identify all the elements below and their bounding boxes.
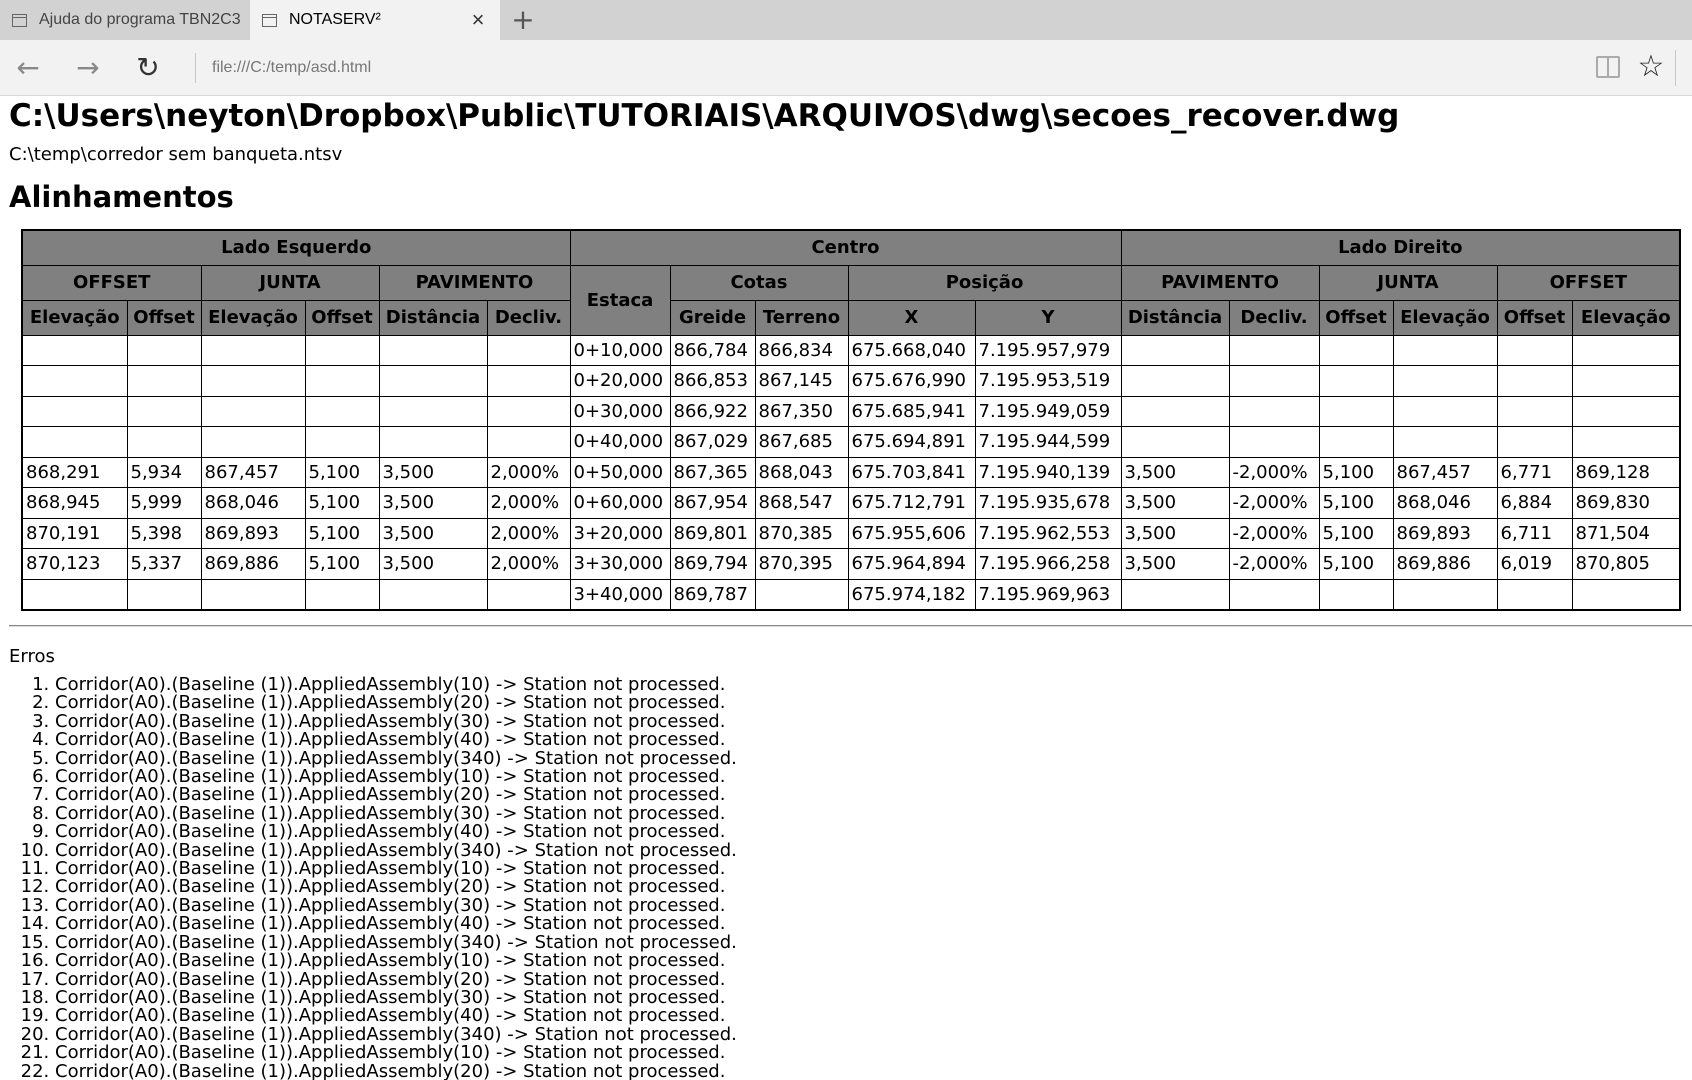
table-cell: 868,291 bbox=[22, 457, 127, 488]
table-cell bbox=[201, 579, 305, 610]
table-cell bbox=[305, 579, 379, 610]
table-cell bbox=[379, 366, 487, 397]
table-cell bbox=[305, 396, 379, 427]
table-cell bbox=[127, 396, 201, 427]
table-cell: 6,771 bbox=[1497, 457, 1572, 488]
table-cell: 867,365 bbox=[670, 457, 755, 488]
table-cell: -2,000% bbox=[1229, 549, 1319, 580]
tab-help[interactable] bbox=[0, 0, 250, 40]
table-cell: 869,787 bbox=[670, 579, 755, 610]
table-cell bbox=[1497, 396, 1572, 427]
table-cell: 675.694,891 bbox=[848, 427, 975, 458]
arrow-right-icon[interactable]: → bbox=[76, 51, 100, 84]
table-cell: 867,350 bbox=[755, 396, 848, 427]
table-cell: 6,884 bbox=[1497, 488, 1572, 519]
table-cell bbox=[379, 396, 487, 427]
table-cell: 675.974,182 bbox=[848, 579, 975, 610]
table-cell bbox=[1572, 396, 1680, 427]
reading-view-icon[interactable] bbox=[1596, 56, 1620, 78]
header-estaca: Estaca bbox=[570, 265, 670, 335]
table-cell: 2,000% bbox=[487, 488, 570, 519]
table-cell: 5,337 bbox=[127, 549, 201, 580]
header-left-offset: OFFSET bbox=[22, 265, 201, 300]
table-cell bbox=[1121, 396, 1229, 427]
table-cell bbox=[755, 579, 848, 610]
table-cell bbox=[1497, 427, 1572, 458]
table-cell: 867,685 bbox=[755, 427, 848, 458]
tab-label: NOTASERV² bbox=[289, 11, 381, 28]
table-cell: 3,500 bbox=[379, 457, 487, 488]
table-cell: 0+60,000 bbox=[570, 488, 670, 519]
table-cell: 5,100 bbox=[1319, 518, 1393, 549]
list-item: 14. Corridor(A0).(Baseline (1)).AppliedAssembly(40) -> Station not processed. bbox=[55, 915, 737, 933]
column-header: Terreno bbox=[755, 300, 848, 335]
table-cell: 0+30,000 bbox=[570, 396, 670, 427]
table-cell bbox=[1497, 579, 1572, 610]
table-cell: 868,945 bbox=[22, 488, 127, 519]
table-cell: 0+20,000 bbox=[570, 366, 670, 397]
table-cell bbox=[1393, 335, 1497, 366]
table-cell: 3+30,000 bbox=[570, 549, 670, 580]
column-header: Distância bbox=[1121, 300, 1229, 335]
table-row bbox=[22, 427, 1680, 458]
table-cell: 3,500 bbox=[1121, 488, 1229, 519]
table-cell: -2,000% bbox=[1229, 488, 1319, 519]
column-header: Greide bbox=[670, 300, 755, 335]
list-item: 16. Corridor(A0).(Baseline (1)).AppliedAssembly(10) -> Station not processed. bbox=[55, 952, 737, 970]
table-row bbox=[22, 366, 1680, 397]
table-cell bbox=[1572, 335, 1680, 366]
table-cell: 3,500 bbox=[379, 488, 487, 519]
column-header: Offset bbox=[1497, 300, 1572, 335]
table-cell bbox=[487, 366, 570, 397]
table-cell bbox=[127, 366, 201, 397]
table-cell: 3+40,000 bbox=[570, 579, 670, 610]
table-cell: 5,100 bbox=[1319, 457, 1393, 488]
header-right-pavimento: PAVIMENTO bbox=[1121, 265, 1319, 300]
table-cell: 7.195.962,553 bbox=[975, 518, 1121, 549]
column-header: Elevação bbox=[1393, 300, 1497, 335]
plus-icon[interactable]: + bbox=[511, 3, 535, 36]
table-cell: 868,046 bbox=[201, 488, 305, 519]
table-cell: 870,805 bbox=[1572, 549, 1680, 580]
header-right-offset: OFFSET bbox=[1497, 265, 1680, 300]
divider bbox=[9, 625, 1692, 627]
table-cell bbox=[22, 366, 127, 397]
table-cell bbox=[1572, 366, 1680, 397]
table-cell: 675.712,791 bbox=[848, 488, 975, 519]
header-cotas: Cotas bbox=[670, 265, 848, 300]
address-divider bbox=[195, 53, 196, 83]
table-cell: 5,100 bbox=[305, 549, 379, 580]
table-cell bbox=[1393, 366, 1497, 397]
table-cell bbox=[127, 335, 201, 366]
header-lado-esquerdo: Lado Esquerdo bbox=[22, 230, 570, 265]
table-row bbox=[22, 457, 1680, 488]
table-cell: 0+10,000 bbox=[570, 335, 670, 366]
table-cell bbox=[1121, 335, 1229, 366]
table-cell: 7.195.957,979 bbox=[975, 335, 1121, 366]
page-title: C:\Users\neyton\Dropbox\Public\TUTORIAIS\ARQUIVOS\dwg\secoes_recover.dwg bbox=[9, 98, 1400, 134]
table-cell: 0+50,000 bbox=[570, 457, 670, 488]
list-item: 12. Corridor(A0).(Baseline (1)).AppliedAssembly(20) -> Station not processed. bbox=[55, 878, 737, 896]
table-cell bbox=[1393, 579, 1497, 610]
table-cell: 675.703,841 bbox=[848, 457, 975, 488]
list-item: 4. Corridor(A0).(Baseline (1)).AppliedAssembly(40) -> Station not processed. bbox=[55, 731, 737, 749]
tab-bar bbox=[0, 0, 1692, 40]
alignments-table bbox=[21, 229, 1681, 611]
table-cell: 675.676,990 bbox=[848, 366, 975, 397]
list-item: 11. Corridor(A0).(Baseline (1)).AppliedAssembly(10) -> Station not processed. bbox=[55, 860, 737, 878]
table-cell: 7.195.940,139 bbox=[975, 457, 1121, 488]
table-cell: 5,398 bbox=[127, 518, 201, 549]
table-row bbox=[22, 396, 1680, 427]
column-header: Decliv. bbox=[1229, 300, 1319, 335]
table-cell: 866,784 bbox=[670, 335, 755, 366]
table-cell: -2,000% bbox=[1229, 518, 1319, 549]
list-item: 6. Corridor(A0).(Baseline (1)).AppliedAssembly(10) -> Station not processed. bbox=[55, 768, 737, 786]
table-cell bbox=[1393, 427, 1497, 458]
list-item: 21. Corridor(A0).(Baseline (1)).AppliedAssembly(10) -> Station not processed. bbox=[55, 1044, 737, 1062]
table-cell: 869,893 bbox=[201, 518, 305, 549]
list-item: 22. Corridor(A0).(Baseline (1)).AppliedAssembly(20) -> Station not processed. bbox=[55, 1063, 737, 1080]
table-cell: 3,500 bbox=[379, 549, 487, 580]
table-cell bbox=[1319, 335, 1393, 366]
column-header: X bbox=[848, 300, 975, 335]
address-bar[interactable]: file:///C:/temp/asd.html bbox=[212, 59, 372, 76]
page-subtitle: C:\temp\corredor sem banqueta.ntsv bbox=[9, 144, 343, 165]
list-item: 15. Corridor(A0).(Baseline (1)).AppliedAssembly(340) -> Station not processed. bbox=[55, 934, 737, 952]
column-header: Offset bbox=[305, 300, 379, 335]
table-cell bbox=[1319, 396, 1393, 427]
list-item: 2. Corridor(A0).(Baseline (1)).AppliedAssembly(20) -> Station not processed. bbox=[55, 694, 737, 712]
table-cell: 866,853 bbox=[670, 366, 755, 397]
table-cell: 6,711 bbox=[1497, 518, 1572, 549]
header-left-pavimento: PAVIMENTO bbox=[379, 265, 570, 300]
table-cell bbox=[1121, 579, 1229, 610]
header-posicao: Posição bbox=[848, 265, 1121, 300]
table-cell: 5,100 bbox=[305, 488, 379, 519]
column-header: Offset bbox=[1319, 300, 1393, 335]
table-cell: 866,834 bbox=[755, 335, 848, 366]
column-header: Decliv. bbox=[487, 300, 570, 335]
list-item: 19. Corridor(A0).(Baseline (1)).AppliedAssembly(40) -> Station not processed. bbox=[55, 1007, 737, 1025]
header-lado-direito: Lado Direito bbox=[1121, 230, 1680, 265]
list-item: 18. Corridor(A0).(Baseline (1)).AppliedAssembly(30) -> Station not processed. bbox=[55, 989, 737, 1007]
table-cell: 868,043 bbox=[755, 457, 848, 488]
table-cell: 870,191 bbox=[22, 518, 127, 549]
star-icon[interactable]: ☆ bbox=[1637, 49, 1665, 84]
table-cell: 5,100 bbox=[305, 457, 379, 488]
table-cell bbox=[1497, 366, 1572, 397]
table-cell: 869,128 bbox=[1572, 457, 1680, 488]
table-cell: 6,019 bbox=[1497, 549, 1572, 580]
table-cell: 870,123 bbox=[22, 549, 127, 580]
errors-label: Erros bbox=[9, 646, 55, 667]
column-header: Elevação bbox=[201, 300, 305, 335]
page-icon bbox=[262, 14, 277, 27]
table-cell bbox=[201, 427, 305, 458]
page-content bbox=[0, 96, 1692, 1080]
table-cell: 7.195.953,519 bbox=[975, 366, 1121, 397]
section-heading: Alinhamentos bbox=[9, 180, 234, 214]
table-cell: 7.195.944,599 bbox=[975, 427, 1121, 458]
page-icon bbox=[12, 14, 27, 27]
table-cell bbox=[1229, 396, 1319, 427]
table-cell bbox=[379, 579, 487, 610]
table-cell: 3+20,000 bbox=[570, 518, 670, 549]
table-cell: 3,500 bbox=[379, 518, 487, 549]
column-header: Offset bbox=[127, 300, 201, 335]
table-cell bbox=[1393, 396, 1497, 427]
list-item: 8. Corridor(A0).(Baseline (1)).AppliedAssembly(30) -> Station not processed. bbox=[55, 805, 737, 823]
table-cell bbox=[1229, 366, 1319, 397]
errors-list bbox=[9, 676, 737, 1080]
table-row bbox=[22, 335, 1680, 366]
table-cell: 867,145 bbox=[755, 366, 848, 397]
table-cell: 2,000% bbox=[487, 457, 570, 488]
table-cell bbox=[305, 335, 379, 366]
header-centro: Centro bbox=[570, 230, 1121, 265]
table-cell: 871,504 bbox=[1572, 518, 1680, 549]
table-cell: -2,000% bbox=[1229, 457, 1319, 488]
table-cell bbox=[201, 335, 305, 366]
table-cell: 2,000% bbox=[487, 549, 570, 580]
browser-toolbar bbox=[0, 40, 1692, 96]
table-cell: 5,100 bbox=[305, 518, 379, 549]
table-cell: 867,457 bbox=[1393, 457, 1497, 488]
table-cell: 869,830 bbox=[1572, 488, 1680, 519]
table-cell: 3,500 bbox=[1121, 549, 1229, 580]
table-cell bbox=[305, 427, 379, 458]
table-cell bbox=[487, 335, 570, 366]
tab-label: Ajuda do programa TBN2C3 bbox=[39, 11, 241, 28]
table-cell bbox=[22, 396, 127, 427]
table-cell: 868,547 bbox=[755, 488, 848, 519]
table-cell bbox=[1319, 427, 1393, 458]
list-item: 9. Corridor(A0).(Baseline (1)).AppliedAssembly(40) -> Station not processed. bbox=[55, 823, 737, 841]
table-cell: 869,886 bbox=[201, 549, 305, 580]
table-cell: 7.195.949,059 bbox=[975, 396, 1121, 427]
table-cell: 869,893 bbox=[1393, 518, 1497, 549]
table-cell: 5,100 bbox=[1319, 549, 1393, 580]
table-cell bbox=[1319, 366, 1393, 397]
list-item: 5. Corridor(A0).(Baseline (1)).AppliedAssembly(340) -> Station not processed. bbox=[55, 750, 737, 768]
table-cell: 5,999 bbox=[127, 488, 201, 519]
table-cell bbox=[487, 427, 570, 458]
table-cell bbox=[127, 579, 201, 610]
arrow-left-icon[interactable]: ← bbox=[16, 51, 40, 84]
header-right-junta: JUNTA bbox=[1319, 265, 1497, 300]
refresh-icon[interactable]: ↻ bbox=[136, 51, 160, 84]
list-item: 20. Corridor(A0).(Baseline (1)).AppliedAssembly(340) -> Station not processed. bbox=[55, 1026, 737, 1044]
column-header: Elevação bbox=[22, 300, 127, 335]
table-cell: 675.685,941 bbox=[848, 396, 975, 427]
table-cell: 3,500 bbox=[1121, 457, 1229, 488]
table-cell: 868,046 bbox=[1393, 488, 1497, 519]
table-cell bbox=[1497, 335, 1572, 366]
table-cell bbox=[201, 366, 305, 397]
table-cell bbox=[1121, 427, 1229, 458]
list-item: 13. Corridor(A0).(Baseline (1)).AppliedAssembly(30) -> Station not processed. bbox=[55, 897, 737, 915]
table-cell bbox=[379, 427, 487, 458]
table-row bbox=[22, 488, 1680, 519]
table-cell: 675.668,040 bbox=[848, 335, 975, 366]
table-cell: 869,886 bbox=[1393, 549, 1497, 580]
table-cell: 0+40,000 bbox=[570, 427, 670, 458]
table-row bbox=[22, 549, 1680, 580]
table-cell bbox=[1572, 427, 1680, 458]
column-header: Elevação bbox=[1572, 300, 1680, 335]
table-cell bbox=[1229, 427, 1319, 458]
tab-notaserv[interactable] bbox=[250, 0, 500, 40]
list-item: 17. Corridor(A0).(Baseline (1)).AppliedAssembly(20) -> Station not processed. bbox=[55, 971, 737, 989]
table-cell: 867,029 bbox=[670, 427, 755, 458]
close-icon[interactable]: × bbox=[471, 7, 485, 32]
table-cell: 867,954 bbox=[670, 488, 755, 519]
table-cell: 2,000% bbox=[487, 518, 570, 549]
table-cell bbox=[22, 427, 127, 458]
header-left-junta: JUNTA bbox=[201, 265, 379, 300]
table-cell: 869,801 bbox=[670, 518, 755, 549]
table-cell bbox=[1572, 579, 1680, 610]
table-cell bbox=[1121, 366, 1229, 397]
table-cell: 7.195.969,963 bbox=[975, 579, 1121, 610]
table-cell: 870,395 bbox=[755, 549, 848, 580]
toolbar-divider bbox=[1675, 50, 1676, 86]
table-cell bbox=[22, 335, 127, 366]
table-cell bbox=[201, 396, 305, 427]
table-cell: 3,500 bbox=[1121, 518, 1229, 549]
table-cell: 870,385 bbox=[755, 518, 848, 549]
table-cell bbox=[1229, 335, 1319, 366]
table-cell: 867,457 bbox=[201, 457, 305, 488]
list-item: 10. Corridor(A0).(Baseline (1)).AppliedAssembly(340) -> Station not processed. bbox=[55, 842, 737, 860]
table-cell bbox=[487, 579, 570, 610]
table-row bbox=[22, 579, 1680, 610]
table-cell: 7.195.966,258 bbox=[975, 549, 1121, 580]
table-cell: 7.195.935,678 bbox=[975, 488, 1121, 519]
list-item: 7. Corridor(A0).(Baseline (1)).AppliedAssembly(20) -> Station not processed. bbox=[55, 786, 737, 804]
table-cell: 5,934 bbox=[127, 457, 201, 488]
table-cell bbox=[127, 427, 201, 458]
table-cell bbox=[379, 335, 487, 366]
table-row bbox=[22, 518, 1680, 549]
table-cell bbox=[1319, 579, 1393, 610]
list-item: 1. Corridor(A0).(Baseline (1)).AppliedAssembly(10) -> Station not processed. bbox=[55, 676, 737, 694]
table-cell: 675.955,606 bbox=[848, 518, 975, 549]
table-cell bbox=[22, 579, 127, 610]
table-cell: 5,100 bbox=[1319, 488, 1393, 519]
table-cell bbox=[487, 396, 570, 427]
table-cell: 869,794 bbox=[670, 549, 755, 580]
table-cell: 866,922 bbox=[670, 396, 755, 427]
column-header: Y bbox=[975, 300, 1121, 335]
column-header: Distância bbox=[379, 300, 487, 335]
list-item: 3. Corridor(A0).(Baseline (1)).AppliedAssembly(30) -> Station not processed. bbox=[55, 713, 737, 731]
table-cell: 675.964,894 bbox=[848, 549, 975, 580]
table-cell bbox=[305, 366, 379, 397]
table-cell bbox=[1229, 579, 1319, 610]
